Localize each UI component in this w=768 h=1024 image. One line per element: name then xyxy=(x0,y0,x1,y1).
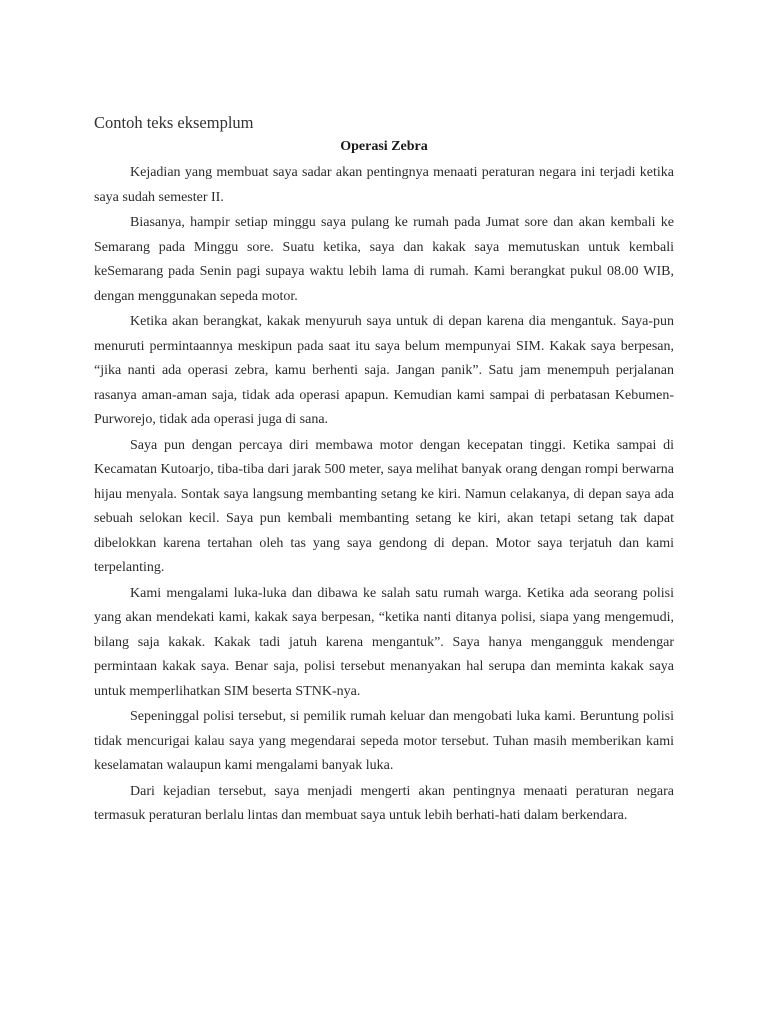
paragraph-7: Dari kejadian tersebut, saya menjadi mengerti akan pentingnya menaati peraturan negara termasuk peraturan berlalu lintas dan membuat saya untuk lebih berhati-hati dalam berkendara. xyxy=(94,783,674,823)
paragraph-1: Kejadian yang membuat saya sadar akan pentingnya menaati peraturan negara ini terjadi ketika saya sudah semester II. xyxy=(94,165,674,205)
story-title: Operasi Zebra xyxy=(340,139,428,154)
paragraph-4: Saya pun dengan percaya diri membawa motor dengan kecepatan tinggi. Ketika sampai di Kecamatan Kutoarjo, tiba-tiba dari jarak 500 meter, saya melihat banyak orang dengan rompi berwarna hijau menyala. Sontak saya langsung membanting setang ke kiri. Namun celakanya, di depan saya ada sebuah selokan kecil. Saya pun kembali membanting setang ke kiri, akan tetapi setang tak dapat dibelokkan karena tertahan oleh tas yang saya gendong di depan. Motor saya terjatuh dan kami terpelanting. xyxy=(94,437,674,575)
paragraph-6: Sepeninggal polisi tersebut, si pemilik rumah keluar dan mengobati luka kami. Beruntung polisi tidak mencurigai kalau saya yang megendarai sepeda motor tersebut. Tuhan masih memberikan kami keselamatan walaupun kami mengalami banyak luka. xyxy=(94,709,674,773)
paragraph-2: Biasanya, hampir setiap minggu saya pulang ke rumah pada Jumat sore dan akan kembali ke Semarang pada Minggu sore. Suatu ketika, saya dan kakak saya memutuskan untuk kembali keSemarang pada Senin pagi supaya waktu lebih lama di rumah. Kami berangkat pukul 08.00 WIB, dengan menggunakan sepeda motor. xyxy=(94,215,674,304)
document-heading: Contoh teks eksemplum xyxy=(94,113,254,132)
paragraph-3: Ketika akan berangkat, kakak menyuruh saya untuk di depan karena dia mengantuk. Saya-pun menuruti permintaannya meskipun pada saat itu saya belum mempunyai SIM. Kakak saya berpesan, “jika nanti ada operasi zebra, kamu berhenti saja. Jangan panik”. Satu jam menempuh perjalanan rasanya aman-aman saja, tidak ada operasi apapun. Kemudian kami sampai di perbatasan Kebumen-Purworejo, tidak ada operasi juga di sana. xyxy=(94,314,674,427)
paragraph-5: Kami mengalami luka-luka dan dibawa ke salah satu rumah warga. Ketika ada seorang polisi yang akan mendekati kami, kakak saya berpesan, “ketika nanti ditanya polisi, siapa yang mengemudi, bilang saja kakak. Kakak tadi jatuh karena mengantuk”. Saya hanya mengangguk mendengar permintaan kakak saya. Benar saja, polisi tersebut menanyakan hal serupa dan meminta kakak saya untuk memperlihatkan SIM beserta STNK-nya. xyxy=(94,585,674,699)
